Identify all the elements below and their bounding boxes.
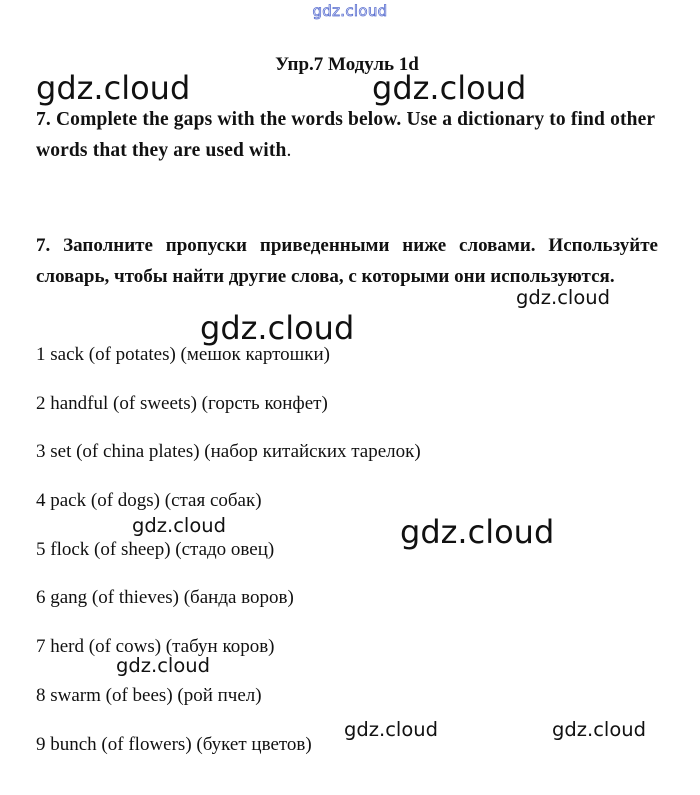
answer-item: 9 bunch (of flowers) (букет цветов) — [36, 733, 312, 755]
task-instruction-en-period: . — [286, 140, 292, 161]
answer-item: 2 handful (of sweets) (горсть конфет) — [36, 392, 328, 414]
site-logo-mark: gdz.cloud — [312, 2, 388, 20]
answer-item: 7 herd (of cows) (табун коров) — [36, 636, 275, 658]
answer-item: 1 sack (of potates) (мешок картошки) — [36, 344, 330, 365]
answer-item: 8 swarm (of bees) (рой пчел) — [36, 684, 262, 706]
answer-item: 6 gang (of thieves) (банда воров) — [36, 587, 294, 609]
task-instruction-ru: 7. Заполните пропуски приведенными ниже словами. Используйте словарь, чтобы найти другие слова, с которыми они используются. — [36, 235, 658, 287]
answer-list — [36, 340, 421, 778]
watermark: gdz.cloud — [36, 69, 191, 107]
watermark: gdz.cloud — [400, 513, 555, 551]
watermark: gdz.cloud — [132, 514, 226, 537]
watermark: gdz.cloud — [200, 309, 355, 347]
answer-item: 4 pack (of dogs) (стая собак) — [36, 490, 262, 512]
task-instruction-en-text: 7. Complete the gaps with the words below. Use a dictionary to find other words that they are used with — [36, 109, 655, 161]
page-title-text: Упр.7 Модуль 1d — [275, 54, 419, 75]
watermark: gdz.cloud — [552, 718, 646, 741]
watermark: gdz.cloud — [516, 286, 610, 309]
answer-item: 5 flock (of sheep) (стадо овец) — [36, 538, 275, 560]
answer-item: 3 set (of china plates) (набор китайских тарелок) — [36, 441, 421, 463]
task-instruction-en — [36, 104, 656, 166]
watermark: gdz.cloud — [372, 69, 527, 107]
watermark: gdz.cloud — [116, 654, 210, 677]
watermark: gdz.cloud — [344, 718, 438, 741]
